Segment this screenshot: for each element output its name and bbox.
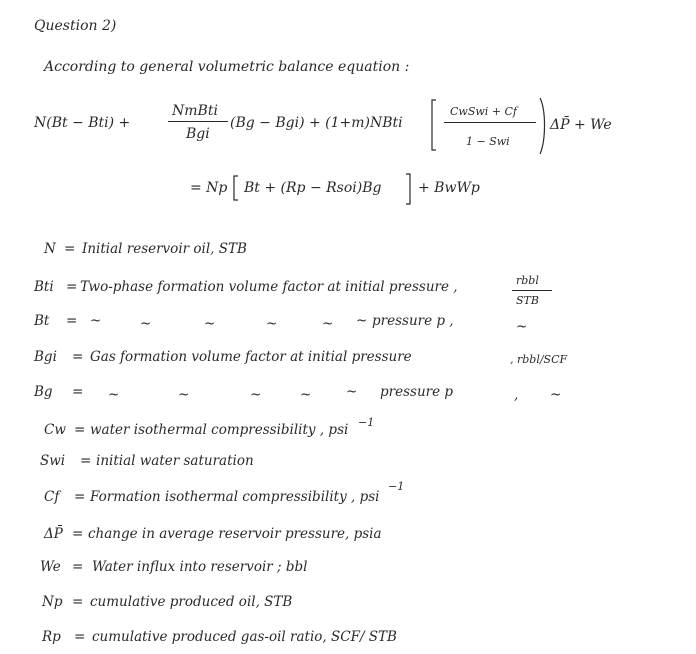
def-Rp-desc: cumulative produced gas-oil ratio, SCF/ STB [92, 629, 397, 645]
def-Bt-symbol: Bt [34, 313, 50, 329]
eq-rhs-start: = Np [190, 180, 228, 196]
def-Bt-equals: = [66, 313, 78, 329]
def-Bt-ditto-3: ~ [204, 316, 216, 332]
def-N-desc: Initial reservoir oil, STB [82, 241, 247, 257]
def-Bt-ditto-1: ~ [90, 313, 102, 329]
def-Bt-ditto-4: ~ [266, 316, 278, 332]
def-Bg-ditto-4: ~ [300, 387, 312, 403]
eq-frac2-denominator: 1 − Swi [466, 135, 510, 148]
right-square-bracket [406, 174, 410, 204]
def-Bt-ditto-2: ~ [140, 316, 152, 332]
def-Bt-ditto-5: ~ [322, 316, 334, 332]
def-Bg-comma: , [514, 387, 519, 403]
def-Bg-symbol: Bg [34, 384, 53, 400]
def-Bti-desc: Two-phase formation volume factor at initial pressure , [80, 279, 458, 295]
eq-middle: (Bg − Bgi) + (1+m)NBti [230, 115, 403, 131]
def-Swi-desc: initial water saturation [96, 453, 254, 469]
def-Bti-equals: = [66, 279, 78, 295]
eq-tail: ΔP̄ + We [550, 117, 612, 133]
def-dP-desc: change in average reservoir pressure, psia [88, 526, 382, 542]
def-Swi-equals: = [80, 453, 92, 469]
def-Bg-ditto-3: ~ [250, 387, 262, 403]
def-Bg-ditto-5: ~ [346, 384, 358, 400]
eq-rhs-inner: Bt + (Rp − Rsoi)Bg [244, 180, 382, 196]
eq-frac1-numerator: NmBti [172, 103, 218, 119]
def-Bti-symbol: Bti [34, 279, 54, 295]
def-Cf-desc: Formation isothermal compressibility , psi [90, 489, 380, 505]
eq-lhs-start: N(Bt − Bti) + [34, 115, 131, 131]
def-Cf-equals: = [74, 489, 86, 505]
left-big-bracket [432, 100, 436, 150]
def-Bgi-symbol: Bgi [34, 349, 57, 365]
eq-frac1-denominator: Bgi [186, 126, 210, 142]
def-We-symbol: We [40, 559, 61, 575]
eq-rhs-end: + BwWp [418, 180, 480, 196]
def-Bti-unit-den: STB [516, 294, 539, 307]
question-title: Question 2) [34, 18, 117, 34]
def-Bt-ditto-end: ~ [516, 319, 528, 335]
def-We-desc: Water influx into reservoir ; bbl [92, 559, 308, 575]
def-Bt-desc: pressure p , [372, 313, 454, 329]
def-dP-equals: = [72, 526, 84, 542]
intro-text: According to general volumetric balance equation : [44, 59, 410, 75]
left-square-bracket [234, 176, 238, 200]
def-dP-symbol: ΔP̄ [44, 526, 63, 542]
def-N-equals: = [64, 241, 76, 257]
def-Bgi-equals: = [72, 349, 84, 365]
right-big-bracket [540, 98, 545, 154]
def-Bti-unit-bar [512, 290, 552, 291]
eq-frac1-bar [168, 121, 228, 122]
def-Cw-desc: water isothermal compressibility , psi [90, 422, 349, 438]
def-N-symbol: N [44, 241, 56, 257]
def-Bg-equals: = [72, 384, 84, 400]
def-Bgi-unit: , rbbl/SCF [510, 353, 568, 366]
def-Np-desc: cumulative produced oil, STB [90, 594, 293, 610]
def-Bg-ditto-1: ~ [108, 387, 120, 403]
def-Cf-superscript: −1 [388, 480, 405, 493]
def-Bg-ditto-end: ~ [550, 387, 562, 403]
def-Bti-unit-num: rbbl [516, 274, 539, 287]
eq-frac2-bar [444, 122, 536, 123]
def-Rp-symbol: Rp [42, 629, 61, 645]
eq-frac2-numerator: CwSwi + Cf [450, 105, 517, 118]
def-Bg-ditto-2: ~ [178, 387, 190, 403]
def-Bgi-desc: Gas formation volume factor at initial pressure [90, 349, 412, 365]
def-Np-symbol: Np [42, 594, 63, 610]
def-Cf-symbol: Cf [44, 489, 60, 505]
def-Swi-symbol: Swi [40, 453, 66, 469]
def-Bt-ditto-6: ~ [356, 313, 368, 329]
def-Rp-equals: = [74, 629, 86, 645]
def-We-equals: = [72, 559, 84, 575]
def-Bg-desc: pressure p [380, 384, 454, 400]
def-Cw-superscript: −1 [358, 416, 375, 429]
def-Cw-symbol: Cw [44, 422, 66, 438]
def-Np-equals: = [72, 594, 84, 610]
def-Cw-equals: = [74, 422, 86, 438]
